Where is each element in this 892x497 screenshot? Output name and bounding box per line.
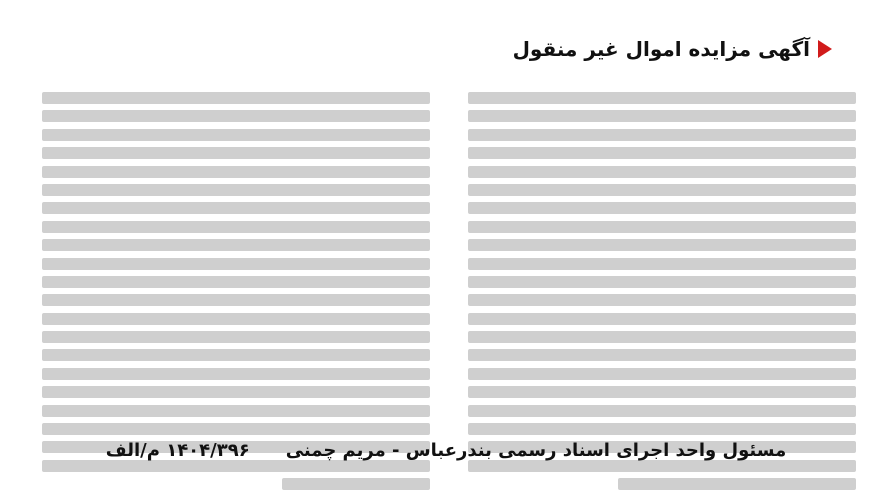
text-line-placeholder: [468, 92, 856, 104]
text-line-placeholder: [468, 276, 856, 288]
text-line-placeholder: [42, 221, 430, 233]
text-line-placeholder: [468, 349, 856, 361]
text-line-placeholder: [618, 478, 856, 490]
text-line-placeholder: [468, 313, 856, 325]
text-line-placeholder: [282, 478, 430, 490]
text-line-placeholder: [468, 184, 856, 196]
notice-title: آگهی مزایده اموال غیر منقول: [512, 37, 810, 61]
text-line-placeholder: [468, 331, 856, 343]
signature-line: مسئول واحد اجرای اسناد رسمی بندرعباس - مریم چمنی: [285, 439, 787, 461]
text-line-placeholder: [42, 92, 430, 104]
text-line-placeholder: [468, 386, 856, 398]
text-line-placeholder: [42, 166, 430, 178]
text-line-placeholder: [468, 166, 856, 178]
text-line-placeholder: [42, 184, 430, 196]
text-line-placeholder: [468, 129, 856, 141]
text-line-placeholder: [42, 313, 430, 325]
text-line-placeholder: [42, 129, 430, 141]
text-line-placeholder: [468, 221, 856, 233]
text-line-placeholder: [42, 276, 430, 288]
text-line-placeholder: [468, 110, 856, 122]
text-line-placeholder: [468, 368, 856, 380]
text-line-placeholder: [42, 239, 430, 251]
triangle-icon: [818, 40, 832, 58]
text-line-placeholder: [42, 331, 430, 343]
notice-footer: [0, 430, 892, 470]
text-line-placeholder: [42, 349, 430, 361]
reference-code: ۱۴۰۴/۳۹۶ م/الف: [105, 439, 250, 461]
text-line-placeholder: [468, 202, 856, 214]
text-line-placeholder: [468, 258, 856, 270]
text-line-placeholder: [42, 202, 430, 214]
notice-header: [513, 34, 832, 64]
text-line-placeholder: [42, 147, 430, 159]
text-line-placeholder: [42, 368, 430, 380]
text-line-placeholder: [42, 405, 430, 417]
text-line-placeholder: [468, 147, 856, 159]
text-line-placeholder: [468, 405, 856, 417]
text-line-placeholder: [42, 294, 430, 306]
text-line-placeholder: [42, 258, 430, 270]
text-line-placeholder: [468, 239, 856, 251]
text-line-placeholder: [468, 294, 856, 306]
text-line-placeholder: [42, 386, 430, 398]
text-line-placeholder: [42, 110, 430, 122]
